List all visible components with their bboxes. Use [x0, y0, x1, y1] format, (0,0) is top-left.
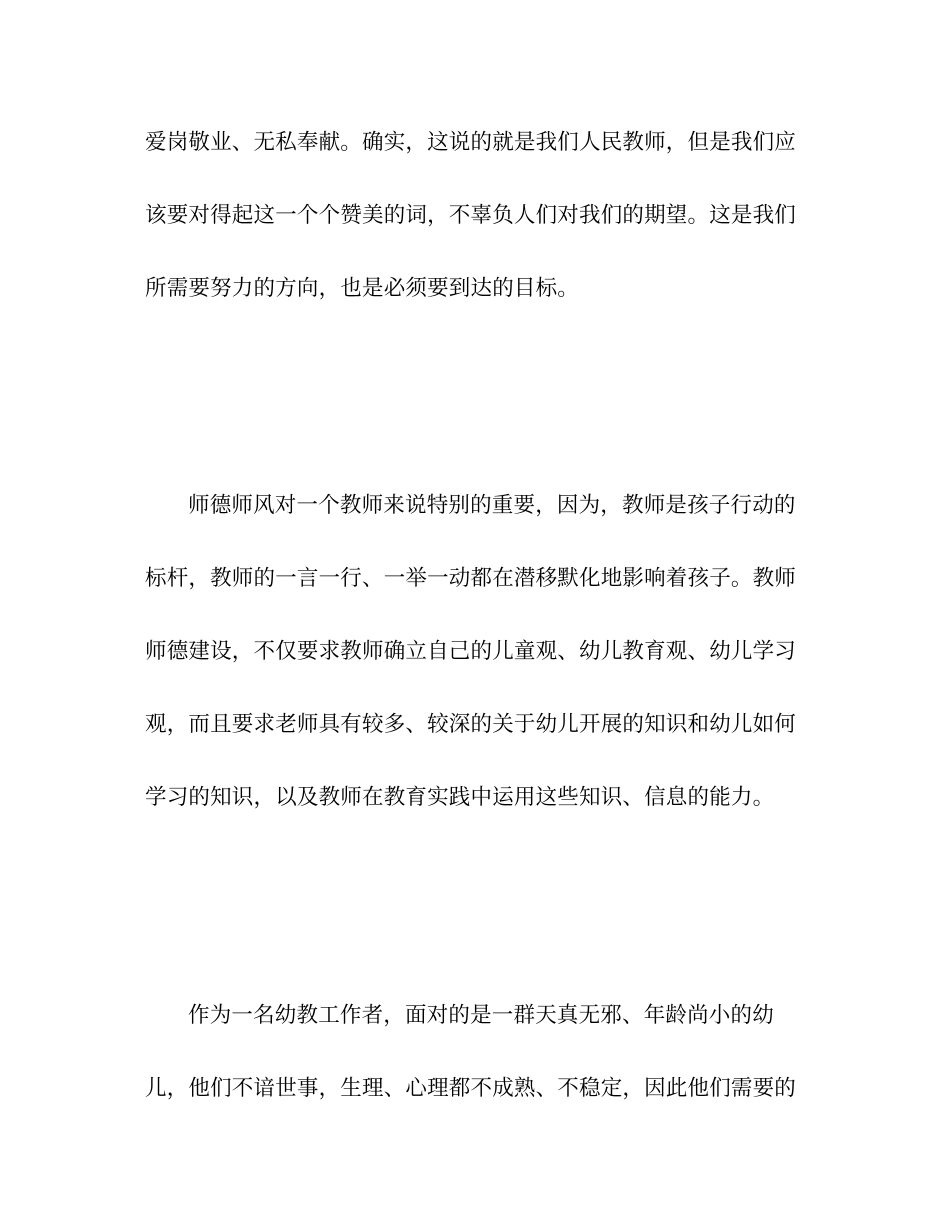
paragraph-line: 观，而且要求老师具有较多、较深的关于幼儿开展的知识和幼儿如何	[145, 712, 797, 737]
paragraph-line: 学习的知识，以及教师在教育实践中运用这些知识、信息的能力。	[145, 785, 775, 810]
paragraph-line: 师德师风对一个教师来说特别的重要，因为，教师是孩子行动的	[188, 493, 796, 518]
paragraph-line: 标杆，教师的一言一行、一举一动都在潜移默化地影响着孩子。教师	[145, 566, 797, 591]
paragraph-line: 所需要努力的方向，也是必须要到达的目标。	[145, 276, 580, 301]
paragraph-line: 作为一名幼教工作者，面对的是一群天真无邪、年龄尚小的幼	[188, 1003, 774, 1028]
paragraph-line: 爱岗敬业、无私奉献。确实，这说的就是我们人民教师，但是我们应	[145, 130, 797, 155]
paragraph-line: 该要对得起这一个个赞美的词，不辜负人们对我们的期望。这是我们	[145, 203, 797, 228]
paragraph-line: 师德建设，不仅要求教师确立自己的儿童观、幼儿教育观、幼儿学习	[145, 639, 797, 664]
paragraph-line: 儿，他们不谙世事，生理、心理都不成熟、不稳定，因此他们需要的	[145, 1076, 797, 1101]
